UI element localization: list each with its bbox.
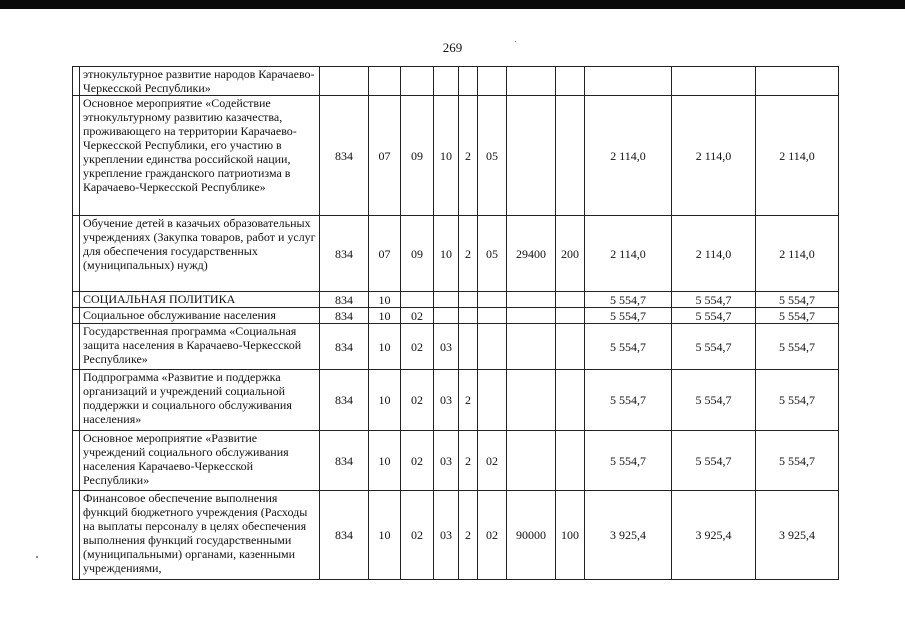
cell-cs1: 10 bbox=[434, 96, 459, 216]
cell-vr bbox=[556, 67, 585, 96]
cell-ved: 834 bbox=[320, 370, 369, 431]
cell-sum2: 2 114,0 bbox=[672, 96, 756, 216]
cell-cs3 bbox=[478, 370, 507, 431]
cell-name: Обучение детей в казачьих образовательных учреждениях (Закупка товаров, работ и услуг для обеспечения государственных (муниципальных) нужд) bbox=[80, 216, 320, 292]
cell-rz: 10 bbox=[369, 324, 401, 370]
cell-cs1: 03 bbox=[434, 491, 459, 580]
cell-cs2 bbox=[459, 292, 478, 308]
cell-pr bbox=[401, 292, 434, 308]
cell-vr bbox=[556, 96, 585, 216]
cell-cs1 bbox=[434, 67, 459, 96]
cell-ved: 834 bbox=[320, 491, 369, 580]
row-margin-cell bbox=[73, 292, 80, 308]
cell-cs1 bbox=[434, 308, 459, 324]
cell-vr: 100 bbox=[556, 491, 585, 580]
cell-cs4 bbox=[507, 431, 556, 491]
row-margin-cell bbox=[73, 216, 80, 292]
cell-sum2: 5 554,7 bbox=[672, 370, 756, 431]
table-row bbox=[73, 491, 839, 580]
cell-cs2: 2 bbox=[459, 491, 478, 580]
cell-cs4 bbox=[507, 96, 556, 216]
cell-cs3: 05 bbox=[478, 96, 507, 216]
cell-ved: 834 bbox=[320, 216, 369, 292]
cell-cs1: 03 bbox=[434, 370, 459, 431]
cell-sum2: 2 114,0 bbox=[672, 216, 756, 292]
cell-ved bbox=[320, 67, 369, 96]
cell-sum3: 5 554,7 bbox=[756, 292, 839, 308]
cell-pr: 02 bbox=[401, 308, 434, 324]
cell-cs3 bbox=[478, 308, 507, 324]
cell-cs2 bbox=[459, 324, 478, 370]
cell-sum1: 5 554,7 bbox=[585, 292, 672, 308]
cell-rz: 10 bbox=[369, 431, 401, 491]
cell-rz bbox=[369, 67, 401, 96]
cell-sum1: 5 554,7 bbox=[585, 431, 672, 491]
cell-cs2: 2 bbox=[459, 370, 478, 431]
cell-ved: 834 bbox=[320, 308, 369, 324]
row-margin-cell bbox=[73, 491, 80, 580]
cell-cs1: 10 bbox=[434, 216, 459, 292]
cell-cs3: 05 bbox=[478, 216, 507, 292]
cell-pr: 02 bbox=[401, 491, 434, 580]
cell-sum2: 5 554,7 bbox=[672, 308, 756, 324]
cell-sum3: 2 114,0 bbox=[756, 96, 839, 216]
budget-table bbox=[72, 66, 839, 580]
cell-cs4: 90000 bbox=[507, 491, 556, 580]
cell-cs3 bbox=[478, 292, 507, 308]
cell-rz: 10 bbox=[369, 292, 401, 308]
cell-vr bbox=[556, 370, 585, 431]
cell-rz: 07 bbox=[369, 96, 401, 216]
cell-name: Основное мероприятие «Содействие этнокультурному развитию казачества, проживающего на территории Карачаево-Черкесской Республики, его участию в укреплении единства российской нации, укрепление гражданского патриотизма в Карачаево-Черкесской Республике» bbox=[80, 96, 320, 216]
cell-sum2: 3 925,4 bbox=[672, 491, 756, 580]
cell-cs3: 02 bbox=[478, 491, 507, 580]
cell-name: Социальное обслуживание населения bbox=[80, 308, 320, 324]
cell-cs4 bbox=[507, 67, 556, 96]
cell-sum3: 5 554,7 bbox=[756, 431, 839, 491]
cell-rz: 10 bbox=[369, 370, 401, 431]
cell-vr: 200 bbox=[556, 216, 585, 292]
cell-name: СОЦИАЛЬНАЯ ПОЛИТИКА bbox=[80, 292, 320, 308]
cell-cs2 bbox=[459, 67, 478, 96]
cell-cs1 bbox=[434, 292, 459, 308]
table-row bbox=[73, 96, 839, 216]
table-row bbox=[73, 308, 839, 324]
cell-cs4: 29400 bbox=[507, 216, 556, 292]
cell-sum3 bbox=[756, 67, 839, 96]
cell-sum2: 5 554,7 bbox=[672, 431, 756, 491]
cell-rz: 10 bbox=[369, 308, 401, 324]
cell-vr bbox=[556, 292, 585, 308]
cell-pr: 02 bbox=[401, 324, 434, 370]
cell-vr bbox=[556, 308, 585, 324]
row-margin-cell bbox=[73, 431, 80, 491]
cell-cs2: 2 bbox=[459, 216, 478, 292]
cell-cs1: 03 bbox=[434, 431, 459, 491]
cell-cs2 bbox=[459, 308, 478, 324]
cell-sum3: 2 114,0 bbox=[756, 216, 839, 292]
cell-sum2: 5 554,7 bbox=[672, 292, 756, 308]
cell-cs4 bbox=[507, 370, 556, 431]
cell-pr: 02 bbox=[401, 431, 434, 491]
table-row bbox=[73, 292, 839, 308]
cell-pr: 02 bbox=[401, 370, 434, 431]
cell-cs1: 03 bbox=[434, 324, 459, 370]
cell-sum1: 5 554,7 bbox=[585, 324, 672, 370]
cell-name: Подпрограмма «Развитие и поддержка организаций и учреждений социальной поддержки и социального обслуживания населения» bbox=[80, 370, 320, 431]
row-margin-cell bbox=[73, 324, 80, 370]
cell-ved: 834 bbox=[320, 292, 369, 308]
cell-cs2: 2 bbox=[459, 431, 478, 491]
table-row bbox=[73, 324, 839, 370]
cell-ved: 834 bbox=[320, 96, 369, 216]
page-number: 269 bbox=[442, 40, 463, 55]
cell-pr: 09 bbox=[401, 216, 434, 292]
table-row bbox=[73, 216, 839, 292]
cell-sum1: 3 925,4 bbox=[585, 491, 672, 580]
table-row bbox=[73, 67, 839, 96]
cell-sum3: 3 925,4 bbox=[756, 491, 839, 580]
cell-sum2 bbox=[672, 67, 756, 96]
cell-pr: 09 bbox=[401, 96, 434, 216]
cell-rz: 07 bbox=[369, 216, 401, 292]
row-margin-cell bbox=[73, 308, 80, 324]
cell-sum1: 5 554,7 bbox=[585, 370, 672, 431]
cell-cs4 bbox=[507, 308, 556, 324]
cell-cs3: 02 bbox=[478, 431, 507, 491]
cell-sum1: 2 114,0 bbox=[585, 96, 672, 216]
cell-sum1: 5 554,7 bbox=[585, 308, 672, 324]
cell-cs4 bbox=[507, 324, 556, 370]
cell-cs2: 2 bbox=[459, 96, 478, 216]
table-row bbox=[73, 370, 839, 431]
row-margin-cell bbox=[73, 96, 80, 216]
row-margin-cell bbox=[73, 370, 80, 431]
scan-speck bbox=[36, 556, 38, 558]
cell-sum3: 5 554,7 bbox=[756, 324, 839, 370]
table-row bbox=[73, 431, 839, 491]
scan-top-edge bbox=[0, 0, 905, 9]
cell-ved: 834 bbox=[320, 324, 369, 370]
cell-vr bbox=[556, 431, 585, 491]
scan-speck bbox=[515, 41, 516, 42]
cell-sum3: 5 554,7 bbox=[756, 308, 839, 324]
cell-cs3 bbox=[478, 67, 507, 96]
cell-name: этнокультурное развитие народов Карачаево-Черкесской Республики» bbox=[80, 67, 320, 96]
cell-sum2: 5 554,7 bbox=[672, 324, 756, 370]
cell-sum1 bbox=[585, 67, 672, 96]
cell-ved: 834 bbox=[320, 431, 369, 491]
cell-rz: 10 bbox=[369, 491, 401, 580]
cell-sum3: 5 554,7 bbox=[756, 370, 839, 431]
cell-name: Финансовое обеспечение выполнения функций бюджетного учреждения (Расходы на выплаты персоналу в целях обеспечения выполнения функций государственными (муниципальными) органами, казенными учреждениями, bbox=[80, 491, 320, 580]
cell-cs3 bbox=[478, 324, 507, 370]
cell-cs4 bbox=[507, 292, 556, 308]
row-margin-cell bbox=[73, 67, 80, 96]
cell-name: Государственная программа «Социальная защита населения в Карачаево-Черкесской Республике» bbox=[80, 324, 320, 370]
cell-sum1: 2 114,0 bbox=[585, 216, 672, 292]
cell-pr bbox=[401, 67, 434, 96]
cell-name: Основное мероприятие «Развитие учреждений социального обслуживания населения Карачаево-Черкесской Республики» bbox=[80, 431, 320, 491]
cell-vr bbox=[556, 324, 585, 370]
